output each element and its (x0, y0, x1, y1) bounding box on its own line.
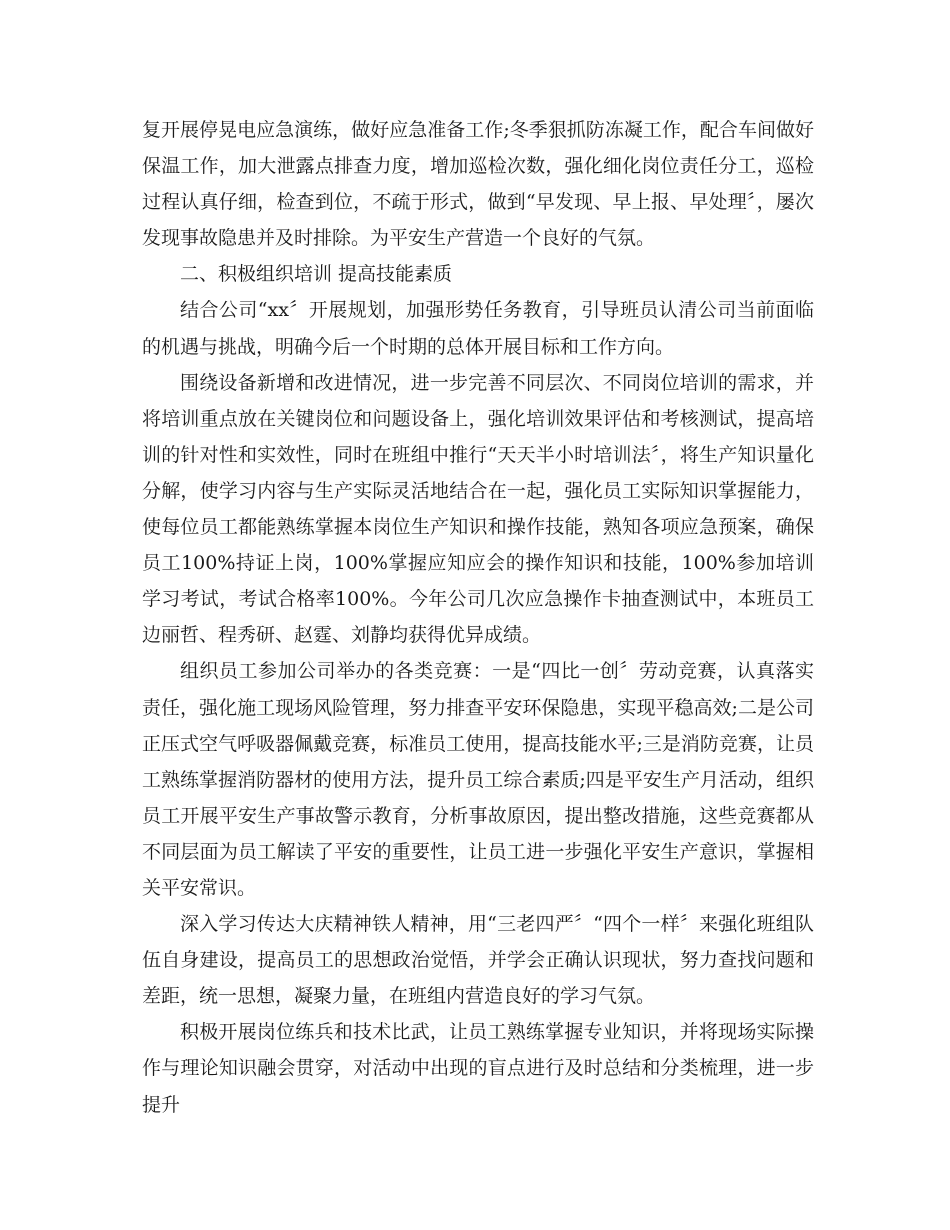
section-heading: 二、积极组织培训 提高技能素质 (180, 263, 453, 286)
paragraph: 围绕设备新增和改进情况，进一步完善不同层次、不同岗位培训的需求，并将培训重点放在关键岗位和问题设备上，强化培训效果评估和考核测试，提高培训的针对性和实效性，同时在班组中推行“天天半小时培训法〞，将生产知识量化分解，使学习内容与生产实际灵活地结合在一起，强化员工实际知识掌握能力，使每位员工都能熟练掌握本岗位生产知识和操作技能，熟知各项应急预案，确保员工100%持证上岗，100%掌握应知应会的操作知识和技能，100%参加培训学习考试，考试合格率100%。今年公司几次应急操作卡抽查测试中，本班员工边丽哲、程秀研、赵霆、刘静均获得优异成绩。 (142, 371, 814, 647)
paragraph: 结合公司“xx〞开展规划，加强形势任务教育，引导班员认清公司当前面临的机遇与挑战，明确今后一个时期的总体开展目标和工作方向。 (142, 299, 814, 358)
paragraph: 积极开展岗位练兵和技术比武，让员工熟练掌握专业知识，并将现场实际操作与理论知识融会贯穿，对活动中出现的盲点进行及时总结和分类梳理，进一步提升 (142, 1021, 814, 1116)
document-body (142, 112, 814, 1123)
paragraph: 组织员工参加公司举办的各类竞赛：一是“四比一创〞劳动竞赛，认真落实责任，强化施工现场风险管理，努力排查平安环保隐患，实现平稳高效;二是公司正压式空气呼吸器佩戴竞赛，标准员工使用，提高技能水平;三是消防竞赛，让员工熟练掌握消防器材的使用方法，提升员工综合素质;四是平安生产月活动，组织员工开展平安生产事故警示教育，分析事故原因，提出整改措施，这些竞赛都从不同层面为员工解读了平安的重要性，让员工进一步强化平安生产意识，掌握相关平安常识。 (142, 660, 814, 899)
paragraph-continuation: 复开展停晃电应急演练，做好应急准备工作;冬季狠抓防冻凝工作，配合车间做好保温工作，加大泄露点排查力度，增加巡检次数，强化细化岗位责任分工，巡检过程认真仔细，检查到位，不疏于形式，做到“早发现、早上报、早处理〞，屡次发现事故隐患并及时排除。为平安生产营造一个良好的气氛。 (142, 119, 814, 250)
paragraph: 深入学习传达大庆精神铁人精神，用“三老四严〞“四个一样〞来强化班组队伍自身建设，提高员工的思想政治觉悟，并学会正确认识现状，努力查找问题和差距，统一思想，凝聚力量，在班组内营造良好的学习气氛。 (142, 913, 814, 1008)
